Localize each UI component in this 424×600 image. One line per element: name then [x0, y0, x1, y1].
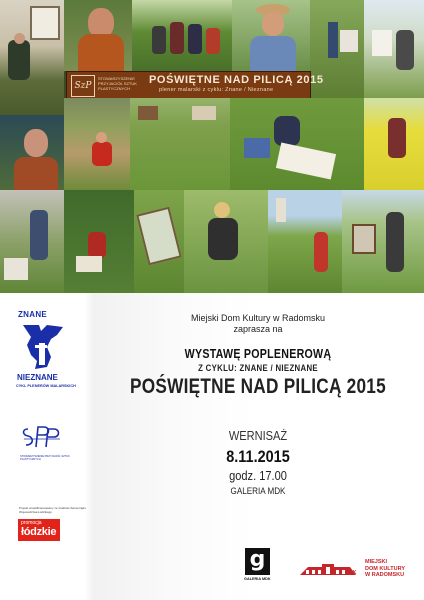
szpp-banner-logo: SzP: [71, 75, 95, 97]
photo-houses: [130, 98, 230, 190]
znane-label: ZNANE: [18, 310, 48, 319]
event-venue: GALERIA MDK: [230, 486, 286, 496]
host-name: Miejski Dom Kultury w Radomsku: [190, 313, 326, 323]
event-date: 8.11.2015: [226, 447, 290, 466]
photo-group: [132, 0, 232, 71]
mdk-letters: MDK: [345, 570, 357, 576]
photo-hat-man: [232, 0, 310, 71]
projekt-note: Projekt współfinansowany ze środków Samorządu Województwa Łódzkiego: [19, 506, 86, 514]
banner-subtitle: plener malarski z cyklu: Znane / Nieznane: [159, 87, 274, 93]
photo-standing-man: [0, 190, 64, 293]
sidebar-logos: [0, 293, 92, 600]
banner-small-text: STOWARZYSZENIE PRZYJACIÓŁ SZTUK PLASTYCZNYCH: [98, 75, 137, 91]
mdk-line1: MIEJSKI: [365, 559, 388, 565]
photo-red-jacket: [64, 98, 130, 190]
szpp-small-text: STOWARZYSZENIE PRZYJACIÓŁ SZTUK PLASTYCZNYCH: [20, 455, 70, 461]
plener-banner: [66, 71, 324, 100]
invitation-section: [0, 293, 424, 600]
promocja-lodzkie-logo: [18, 519, 60, 541]
mdk-line3: W RADOMSKU: [365, 572, 405, 579]
vernissage-label: WERNISAŻ: [228, 428, 288, 443]
nieznane-label: NIEZNANE: [17, 373, 58, 382]
photo-portrait-blond: [0, 115, 64, 190]
galeria-mdk-logo: g: [245, 548, 270, 575]
photo-easel-woman: [342, 190, 424, 293]
mdk-name: [365, 559, 405, 579]
event-time: godz. 17.00: [229, 468, 287, 483]
photo-woman-sitting: [64, 190, 134, 293]
mdk-line2: DOM KULTURY: [365, 565, 406, 572]
znane-nieznane-logo: [17, 321, 67, 373]
cykl-label: CYKL PLENERÓW MALARSKICH: [16, 384, 76, 388]
exhibition-heading: WYSTAWĘ POPLENEROWĄ: [184, 346, 332, 361]
photo-house-painter: [0, 0, 64, 115]
event-title: POŚWIĘTNE NAD PILICĄ 2015: [130, 375, 386, 398]
photo-church-painter: [268, 190, 342, 293]
photo-rapeseed-field: [364, 98, 424, 190]
photo-blonde-woman: [184, 190, 268, 293]
photo-portrait-man: [64, 0, 134, 71]
galeria-mdk-caption: GALERIA MDK: [244, 577, 271, 581]
lodzkie-label: łódzkie: [21, 526, 57, 538]
cycle-heading: Z CYKLU: ZNANE / NIEZNANE: [198, 363, 318, 374]
photo-woman-painting: [364, 0, 424, 98]
banner-title: POŚWIĘTNE NAD PILICĄ 2015: [149, 74, 324, 86]
invites-text: zaprasza na: [233, 324, 283, 334]
promocja-label: promocja: [21, 520, 42, 526]
photo-painting-on-grass: [230, 98, 364, 190]
szpp-logo: [20, 423, 64, 453]
photo-canvas-grass: [134, 190, 184, 293]
photo-collage: [0, 0, 424, 293]
